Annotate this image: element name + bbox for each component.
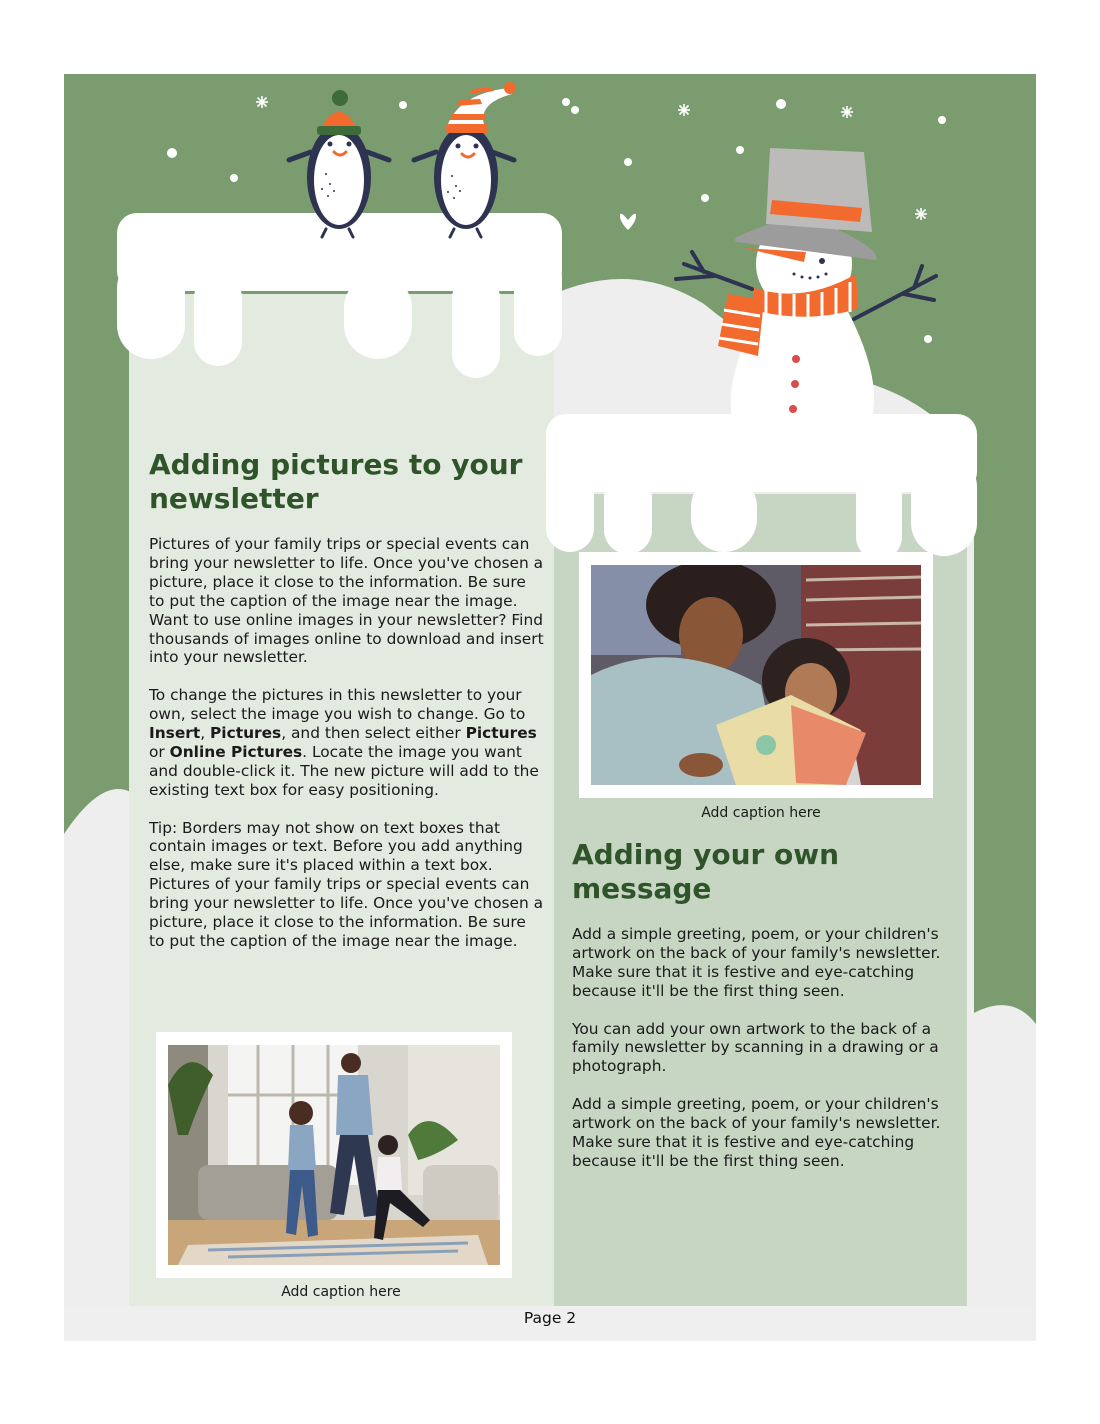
left-paragraph-1: Pictures of your family trips or special events can bring your newsletter to life. Once you've chosen a picture, place it close to the information. Be sure to put the caption of the image near the image. Want to use online images in your newsletter? Find thousands of images online to download and insert into your newsletter. — [149, 535, 544, 667]
reading-photo-image — [591, 565, 921, 785]
right-snow-roof — [546, 414, 977, 560]
right-heading: Adding your own message — [572, 838, 840, 905]
left-paragraph-3: Tip: Borders may not show on text boxes that contain images or text. Before you add anything else, make sure it's placed within a text box. Pictures of your family trips or special events can bring your newsletter to life. Once you've chosen a picture, place it close to the information. Be sure to put the caption of the image near the image. — [149, 818, 544, 950]
left-paragraph-2: To change the pictures in this newsletter to your own, select the image you wish to change. Go to Insert, Pictures, and then select either Pictures or Online Pictures. Locate the image you want and double-click it. The new picture will add to the existing text box for easy positioning. — [149, 686, 539, 799]
right-paragraph-1: Add a simple greeting, poem, or your children's artwork on the back of your family's newsletter. Make sure that it is festive and eye-catching because it'll be the first thing seen. — [572, 925, 941, 1000]
snowman-icon — [676, 148, 936, 418]
right-photo-caption: Add caption here — [701, 805, 821, 821]
left-body-text — [149, 535, 544, 970]
left-photo-caption: Add caption here — [281, 1284, 401, 1300]
photo-mother-daughter-reading[interactable] — [579, 552, 933, 798]
right-paragraph-2: You can add your own artwork to the back of a family newsletter by scanning in a drawing or a photograph. — [572, 1019, 939, 1076]
dancing-photo-image — [168, 1045, 500, 1265]
photo-family-dancing[interactable] — [156, 1032, 512, 1278]
page-footer — [64, 1306, 1036, 1341]
right-body-text — [572, 925, 957, 1190]
right-paragraph-3: Add a simple greeting, poem, or your children's artwork on the back of your family's newsletter. Make sure that it is festive and eye-catching because it'll be the first thing seen. — [572, 1095, 941, 1170]
page-number: Page 2 — [523, 1309, 577, 1327]
left-heading: Adding pictures to your newsletter — [149, 448, 523, 515]
newsletter-page — [64, 74, 1036, 1341]
left-snow-roof — [117, 213, 562, 378]
